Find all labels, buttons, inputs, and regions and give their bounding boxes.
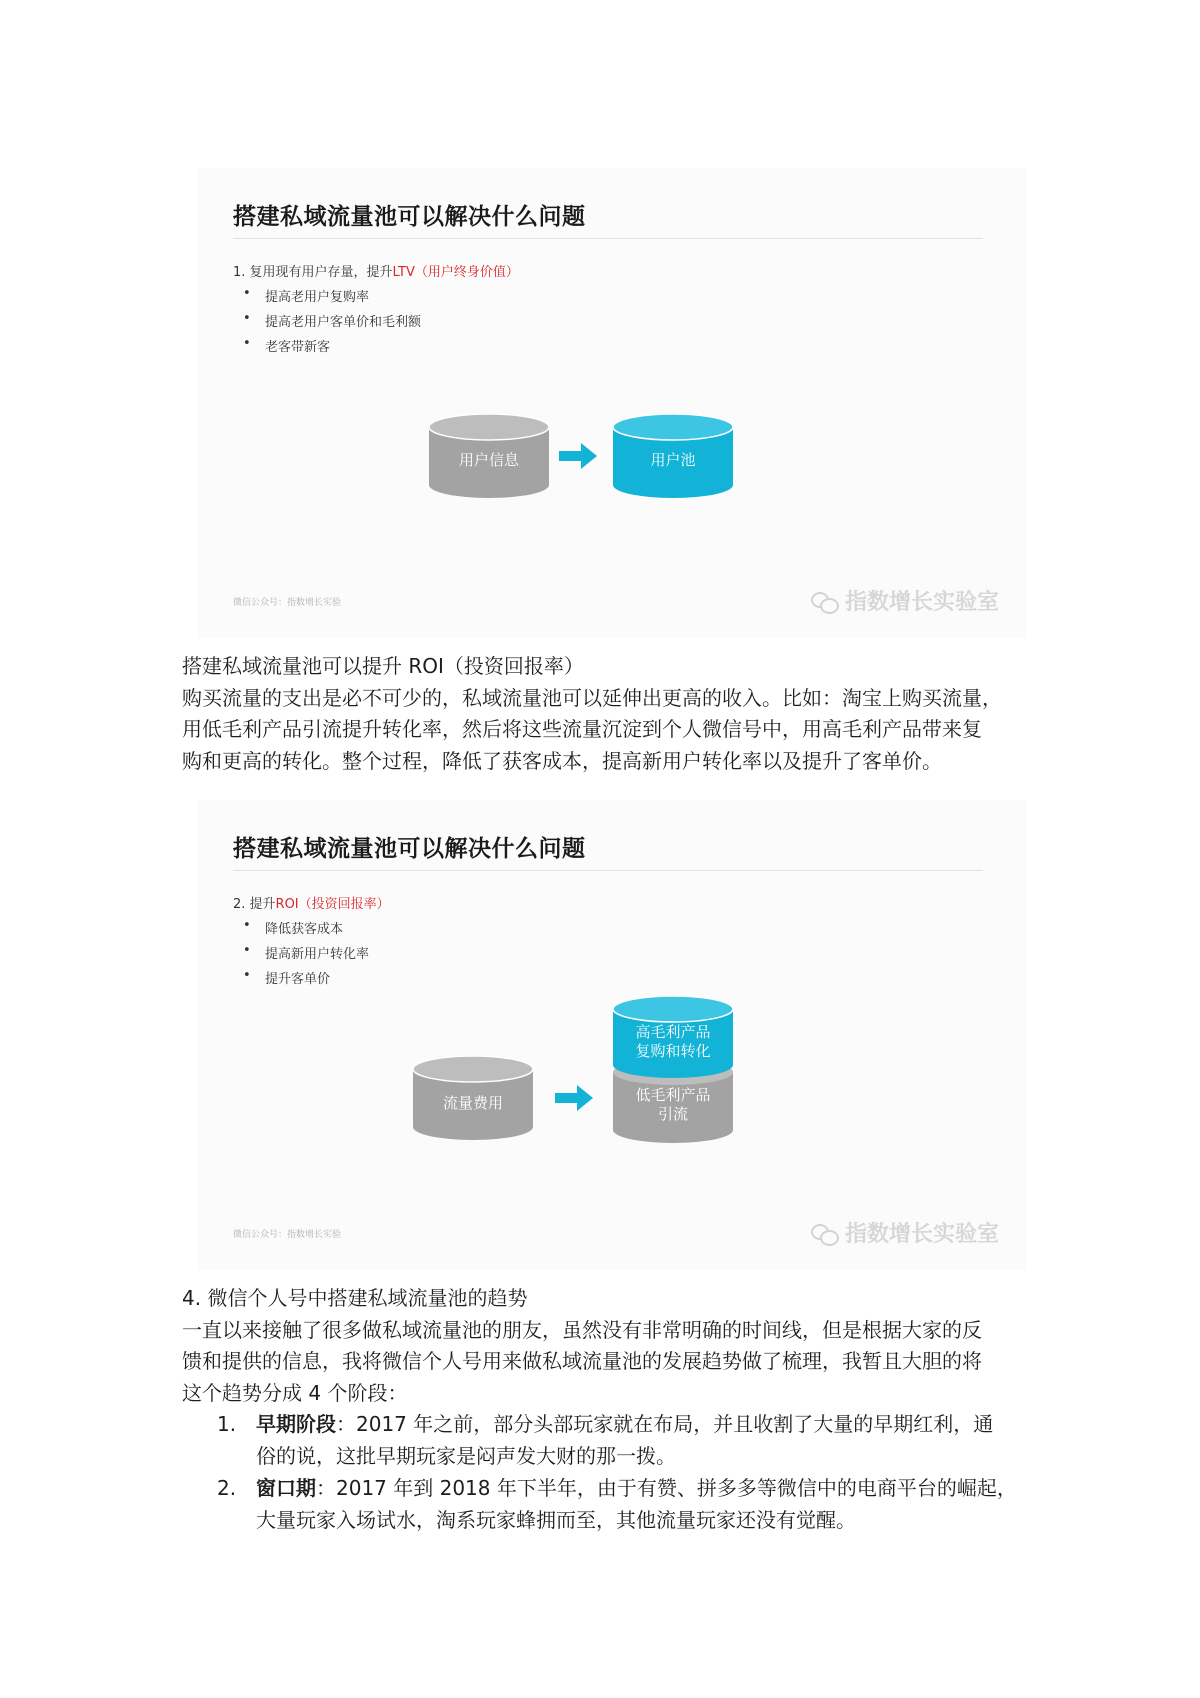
paragraph-line: 购买流量的支出是必不可少的，私域流量池可以延伸出更高的收入。比如：淘宝上购买流量，: [182, 685, 1002, 710]
slide-title: 搭建私域流量池可以解决什么问题: [233, 204, 586, 230]
list-item: [182, 1409, 1027, 1472]
bullet-item: • 降低获客成本: [265, 918, 343, 937]
list-line: ：2017 年之前，部分头部玩家就在布局，并且收割了大量的早期红利，通: [336, 1412, 994, 1436]
list-text: [256, 1409, 1027, 1472]
cylinder-label: 流量费用: [442, 1094, 503, 1112]
paragraph-line: 购和更高的转化。整个过程，降低了获客成本，提高新用户转化率以及提升了客单价。: [182, 748, 942, 773]
list-label: 早期阶段: [256, 1412, 336, 1436]
cylinder-stack: [613, 996, 733, 1144]
cylinder-label: 用户信息: [458, 451, 519, 469]
paragraph-line: 一直以来接触了很多做私域流量池的朋友，虽然没有非常明确的时间线，但是根据大家的反: [182, 1317, 982, 1342]
arrow-right-icon: [555, 1085, 595, 1111]
divider: [233, 238, 983, 239]
bullet-item: • 提高新用户转化率: [265, 943, 369, 962]
lead-highlight: ROI（投资回报率）: [275, 897, 390, 912]
divider: [233, 870, 983, 871]
cylinder-user-info: [429, 414, 549, 498]
stack-top-line: 高毛利产品: [635, 1023, 711, 1041]
slide-1: [197, 168, 1027, 638]
watermark: [811, 1217, 999, 1248]
section-roi: [182, 651, 1027, 777]
cylinder-label: 用户池: [650, 451, 696, 469]
watermark-text: 指数增长实验室: [844, 590, 999, 615]
paragraph-line: 馈和提供的信息，我将微信个人号用来做私域流量池的发展趋势做了梳理，我暂且大胆的将: [182, 1349, 982, 1373]
slide-lead: [233, 261, 519, 280]
stack-top-line: 复购和转化: [635, 1042, 711, 1060]
wechat-icon: [811, 590, 839, 612]
slide-2: [197, 800, 1027, 1270]
cylinder-traffic-cost: [413, 1056, 533, 1140]
bullet-item: • 提高老用户客单价和毛利额: [265, 311, 421, 330]
paragraph-line: 用低毛利产品引流提升转化率，然后将这些流量沉淀到个人微信号中，用高毛利产品带来复: [182, 717, 982, 741]
list-label: 窗口期: [256, 1476, 316, 1500]
list-number: 1.: [217, 1412, 237, 1436]
watermark-small: 微信公众号：指数增长实验: [233, 1230, 342, 1240]
watermark-text: 指数增长实验室: [844, 1222, 999, 1247]
stack-bottom-line: 低毛利产品: [635, 1086, 711, 1104]
watermark-small: 微信公众号：指数增长实验: [233, 598, 342, 608]
bullet-item: • 老客带新客: [265, 336, 330, 355]
list-line: ：2017 年到 2018 年下半年，由于有赞、拼多多等微信中的电商平台的崛起，: [316, 1476, 1017, 1500]
bullet-item: • 提升客单价: [265, 968, 330, 987]
lead-highlight: LTV（用户终身价值）: [392, 265, 519, 280]
section-heading: 搭建私域流量池可以提升 ROI（投资回报率）: [182, 654, 584, 678]
slide-title: 搭建私域流量池可以解决什么问题: [233, 836, 586, 862]
list-text: [256, 1473, 1027, 1536]
section-heading: 4. 微信个人号中搭建私域流量池的趋势: [182, 1286, 528, 1310]
lead-prefix: 2. 提升: [233, 897, 276, 912]
wechat-icon: [811, 1222, 839, 1244]
list-line: 大量玩家入场试水，淘系玩家蜂拥而至，其他流量玩家还没有觉醒。: [256, 1507, 856, 1532]
stack-bottom-line: 引流: [657, 1105, 688, 1123]
slide-lead: [233, 893, 390, 912]
list-line: 俗的说，这批早期玩家是闷声发大财的那一拨。: [256, 1443, 676, 1468]
watermark: [811, 585, 999, 616]
bullet-item: • 提高老用户复购率: [265, 286, 369, 305]
arrow-right-icon: [559, 443, 599, 469]
section-trend: [182, 1283, 1027, 1409]
cylinder-user-pool: [613, 414, 733, 498]
list-item: [182, 1473, 1027, 1536]
lead-prefix: 1. 复用现有用户存量，提升: [233, 265, 393, 280]
list-number: 2.: [217, 1476, 237, 1500]
paragraph-line: 这个趋势分成 4 个阶段：: [182, 1380, 408, 1405]
